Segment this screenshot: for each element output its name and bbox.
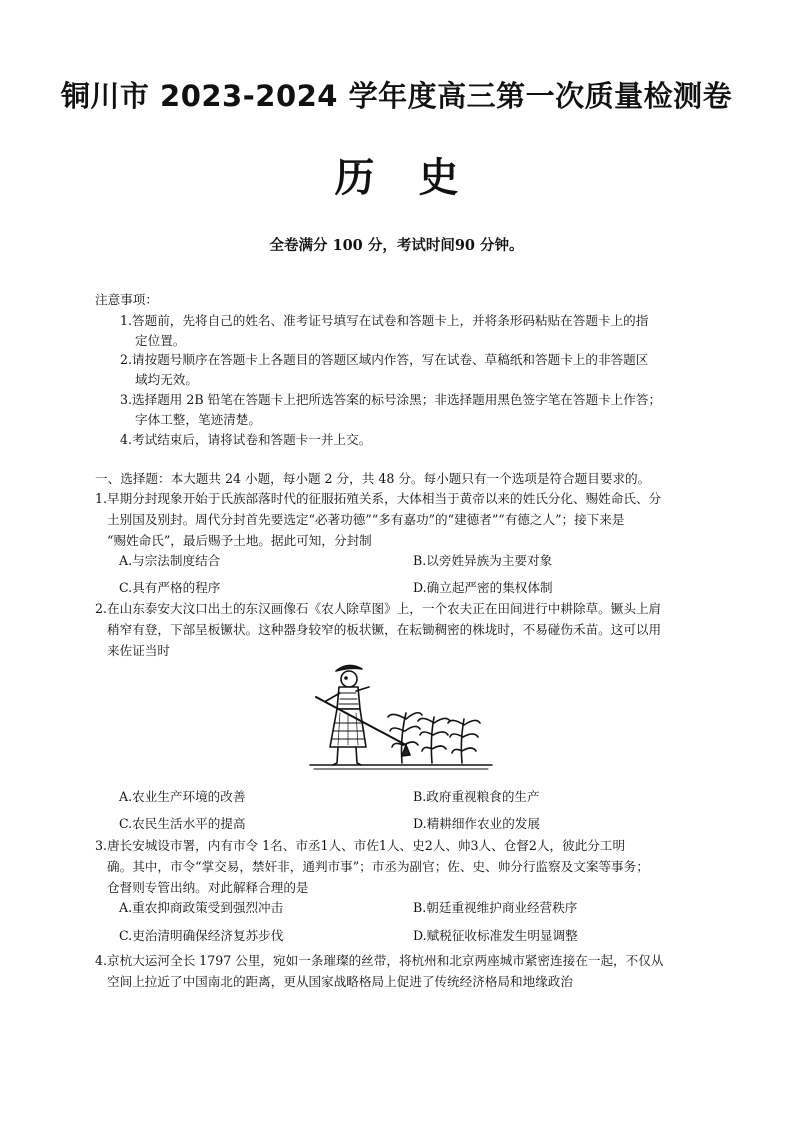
option-3c: C.吏治清明确保经济复苏步伐 (119, 928, 284, 943)
question-3-stem: 3.唐长安城设市署，内有市令 1名、市丞1人、市佐1人、史2人、帅3人、仓督2人，彼此分工明 (95, 838, 626, 853)
note-line: 定位置。 (135, 333, 186, 348)
option-1c: C.具有严格的程序 (119, 580, 221, 595)
question-3-stem: 仓督则专管出纳。对此解释合理的是 (107, 880, 309, 895)
note-line: 字体工整，笔迹清楚。 (135, 412, 261, 427)
farmer-weeding-illustration (306, 657, 496, 781)
question-1-stem: 1.早期分封现象开始于氏族部落时代的征服拓殖关系，大体相当于黄帝以来的姓氏分化、赐姓命氏、分 (95, 491, 662, 506)
option-2a: A.农业生产环境的改善 (119, 789, 246, 804)
notes-heading: 注意事项： (95, 292, 158, 307)
question-3-stem: 确。其中，市令“掌交易，禁奸非，通判市事”；市丞为副官；佐、史、帅分行监察及文案等事务； (107, 859, 649, 874)
option-1a: A.与宗法制度结合 (119, 553, 221, 568)
question-1-stem: “赐姓命氏”，最后赐予土地。据此可知，分封制 (107, 533, 372, 548)
note-line: 1.答题前，先将自己的姓名、准考证号填写在试卷和答题卡上，并将条形码粘贴在答题卡上的指 (120, 313, 649, 328)
section-heading: 一、选择题：本大题共 24 小题，每小题 2 分，共 48 分。每小题只有一个选项是符合题目要求的。 (95, 471, 651, 486)
question-1-stem: 土别国及别封。周代分封首先要选定“必著功德”“多有嘉功”的“建德者”“有德之人”；接下来是 (107, 512, 625, 527)
option-3b: B.朝廷重视维护商业经营秩序 (413, 900, 578, 915)
question-2-stem: 来佐证当时 (107, 643, 170, 658)
option-2c: C.农民生活水平的提高 (119, 816, 246, 831)
option-3a: A.重农抑商政策受到强烈冲击 (119, 900, 284, 915)
option-2b: B.政府重视粮食的生产 (413, 789, 540, 804)
question-2-stem: 2.在山东泰安大汶口出土的东汉画像石《农人除草图》上，一个农夫正在田间进行中耕除草。镢头上肩 (95, 601, 662, 616)
option-2d: D.精耕细作农业的发展 (413, 816, 540, 831)
option-3d: D.赋税征收标准发生明显调整 (413, 928, 578, 943)
score-line: 全卷满分 100 分，考试时间90 分钟。 (269, 237, 524, 254)
note-line: 域均无效。 (135, 372, 198, 387)
question-2-stem: 稍窄有登，下部呈板镢状。这种器身较窄的板状镢，在耘锄稠密的株垅时，不易碰伤禾苗。这可以用 (107, 622, 662, 637)
question-4-stem: 空间上拉近了中国南北的距离，更从国家战略格局上促进了传统经济格局和地缘政治 (107, 974, 573, 989)
subject-title: 历史 (334, 155, 503, 201)
note-line: 4.考试结束后，请将试卷和答题卡一并上交。 (120, 432, 372, 447)
option-1d: D.确立起严密的集权体制 (413, 580, 553, 595)
option-1b: B.以旁姓异族为主要对象 (413, 553, 553, 568)
question-4-stem: 4.京杭大运河全长 1797 公里，宛如一条璀璨的丝带，将杭州和北京两座城市紧密连接在一起，不仅从 (95, 953, 664, 968)
exam-title: 铜川市 2023-2024 学年度高三第一次质量检测卷 (60, 79, 733, 113)
note-line: 2.请按题号顺序在答题卡上各题目的答题区域内作答，写在试卷、草稿纸和答题卡上的非答题区 (120, 352, 649, 367)
note-line: 3.选择题用 2B 铅笔在答题卡上把所选答案的标号涂黑；非选择题用黑色签字笔在答题卡上作答； (120, 392, 662, 407)
